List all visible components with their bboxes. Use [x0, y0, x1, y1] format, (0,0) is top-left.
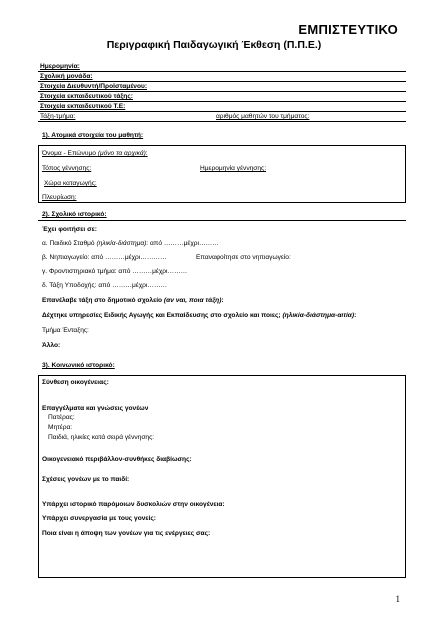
confidential-label: ΕΜΠΙΣΤΕΥΤΙΚΟ — [298, 22, 398, 37]
section2-title: 2). Σχολικό ιστορικό: — [42, 211, 107, 218]
family-history-label: Υπάρχει ιστορικό παρόμοιων δυσκολιών στην οικογένεια: — [42, 501, 225, 508]
family-environment-label: Οικογενειακό περιβάλλον-συνθήκες διαβίωσης: — [42, 456, 192, 463]
section1-title: 1). Ατομικά στοιχεία του μαθητή: — [42, 132, 144, 139]
row-divider — [38, 121, 406, 122]
country-field-label: Χώρα καταγωγής: — [44, 180, 97, 187]
father-field: Πατέρας: — [48, 414, 75, 421]
special-education-field: Δέχτηκε υπηρεσίες Ειδικής Αγωγής και Εκπαίδευσης στο σχολείο και ποιες; (ηλικία-διάστημα-αιτία): — [42, 312, 357, 319]
kindergarten-field: β. Νηπιαγωγείο: από ………μέχρι………… — [42, 254, 167, 261]
nursery-field: α. Παιδικό Σταθμό (ηλικία-διάστημα): από ………μέχρι……… — [42, 240, 219, 247]
parents-opinion-label: Ποια είναι η άποψη των γονέων για τις ενέργειες σας: — [42, 530, 211, 537]
student-count-field-label: αριθμός μαθητών του τμήματος: — [216, 113, 310, 120]
page-title: Περιγραφική Παιδαγωγική Έκθεση (Π.Π.Ε.) — [106, 39, 322, 51]
siblings-field-label: Πλευρίωση: — [42, 194, 77, 201]
family-composition-label: Σύνθεση οικογένειας: — [42, 379, 109, 386]
repeat-grade-field: Επανέλαβε τάξη στο δημοτικό σχολείο (αν ναι, ποια τάξη): — [42, 297, 224, 304]
mother-field: Μητέρα: — [48, 424, 73, 431]
reception-class-field: δ. Τάξη Υποδοχής: από ………μέχρι……… — [42, 282, 168, 289]
parents-jobs-label: Επαγγέλματα και γνώσεις γονέων — [42, 405, 149, 412]
section-divider — [38, 220, 406, 221]
kindergarten-repeat-field: Επαναφοίτησε στο νηπιαγωγείο: — [196, 254, 291, 261]
principal-field-label: Στοιχεία Διευθυντή/Προϊσταμένου: — [40, 83, 148, 90]
class-section-field-label: Τάξη-τμήμα: — [40, 113, 76, 120]
other-field: Άλλο: — [42, 342, 61, 349]
parent-relations-label: Σχέσεις γονέων με το παιδί: — [42, 476, 130, 483]
page-number: 1 — [395, 594, 400, 604]
school-unit-field-label: Σχολική μονάδα: — [40, 73, 93, 80]
row-divider — [38, 71, 406, 72]
children-field: Παιδιά, ηλικίες κατά σειρά γέννησης: — [48, 434, 155, 441]
name-field: Όνομα - Επώνυμο (μόνο τα αρχικά): — [42, 150, 148, 157]
tutoring-field: γ. Φροντιστηριακό τμήμα: από ………μέχρι……… — [42, 268, 188, 275]
integration-class-field: Τμήμα Ένταξης: — [42, 327, 89, 334]
attended-label: Έχει φοιτήσει σε: — [42, 226, 97, 233]
birthdate-field-label: Ημερομηνία γέννησης: — [200, 165, 267, 172]
date-field-label: Ημερομηνία: — [40, 63, 80, 70]
class-teacher-field-label: Στοιχεία εκπαιδευτικού τάξης: — [40, 93, 133, 100]
section3-title: 3). Κοινωνικό ιστορικό: — [42, 362, 115, 369]
special-teacher-field-label: Στοιχεία εκπαιδευτικού Τ.Ε: — [40, 103, 126, 110]
parent-cooperation-label: Υπάρχει συνεργασία με τους γονείς: — [42, 515, 156, 522]
birthplace-field-label: Τόπος γέννησης: — [42, 165, 92, 172]
